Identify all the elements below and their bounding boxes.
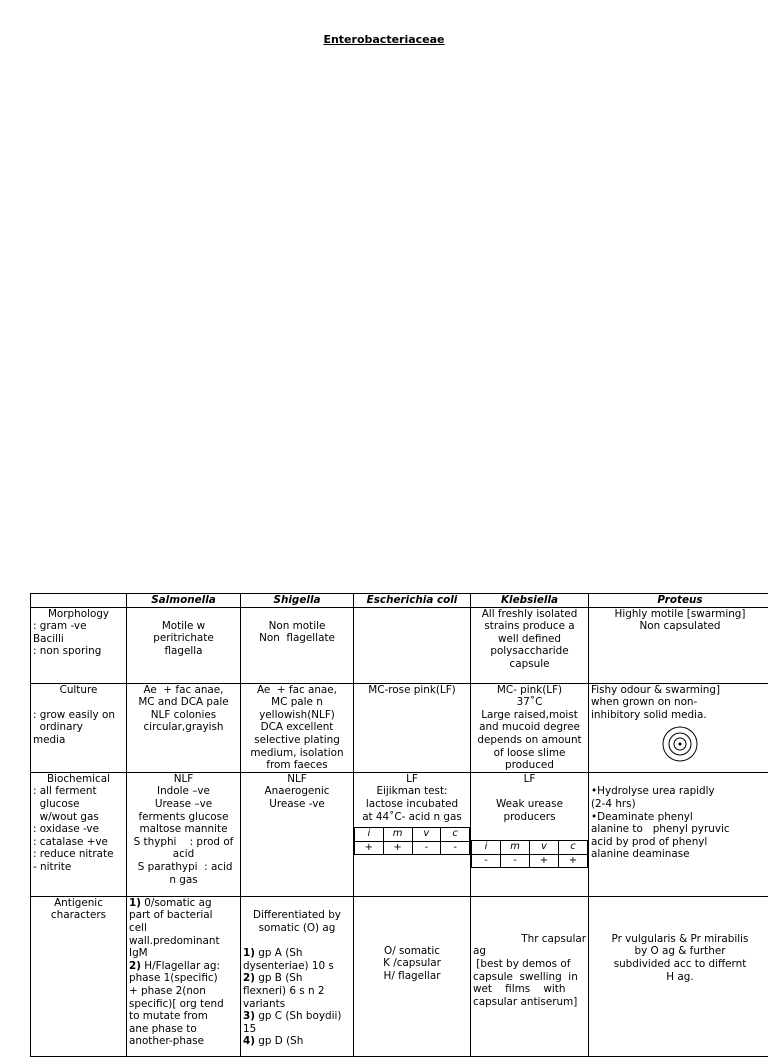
imvic-v: v <box>412 828 441 842</box>
ecoli-imvic-values <box>355 841 470 855</box>
cell-line: Urease –ve <box>129 798 238 811</box>
item-text: phase 1(specific) <box>129 972 218 984</box>
cell-line: by O ag & further <box>591 945 768 958</box>
cell-line: Eijikman test: <box>356 785 468 798</box>
imvic-value: - <box>501 854 530 868</box>
cell-line: flagella <box>129 645 238 658</box>
cell-line: Anaerogenic <box>243 785 351 798</box>
cell-line: of loose slime <box>473 747 586 760</box>
numbered-line <box>129 1023 238 1036</box>
row-biochemical <box>31 772 768 896</box>
cell-line: Pr vulgularis & Pr mirabilis <box>591 933 768 946</box>
antigenic-label <box>31 896 127 1056</box>
imvic-m: m <box>501 841 530 855</box>
header-salmonella: Salmonella <box>127 594 241 608</box>
comparison-table-wrapper <box>30 593 768 1057</box>
cell-line: Ae + fac anae, <box>243 684 351 697</box>
header-empty <box>31 594 127 608</box>
cell-line: •Deaminate phenyl <box>591 811 768 824</box>
cell-line: Thr capsular <box>473 933 586 946</box>
header-proteus: Proteus <box>589 594 768 608</box>
klebsiella-imvic-table <box>471 840 588 868</box>
cell-line: produced <box>473 759 586 772</box>
cell-line: subdivided acc to differnt <box>591 958 768 971</box>
numbered-line <box>243 1010 351 1023</box>
cell-line: alanine deaminase <box>591 848 768 861</box>
cell-line: Non flagellate <box>243 632 351 645</box>
numbered-line <box>243 1035 351 1048</box>
imvic-value: - <box>441 841 470 855</box>
numbered-line <box>129 972 238 985</box>
numbered-line <box>129 909 238 922</box>
numbered-line <box>129 922 238 935</box>
numbered-line <box>129 1010 238 1023</box>
item-text: 0/somatic ag <box>141 897 212 909</box>
item-text: H/Flagellar ag: <box>141 960 220 972</box>
cell-line: MC- pink(LF) <box>473 684 586 697</box>
cell-line: ordinary <box>33 721 124 734</box>
cell-line: Fishy odour & swarming] <box>591 684 768 697</box>
cell-line: NLF colonies <box>129 709 238 722</box>
cell-line: K /capsular <box>356 957 468 970</box>
item-number: 1) <box>129 897 141 909</box>
item-text: gp B (Sh <box>255 972 302 984</box>
cell-line: Culture <box>33 684 124 697</box>
imvic-m: m <box>383 828 412 842</box>
cell-line: H ag. <box>591 971 768 984</box>
cell-line: when grown on non- <box>591 696 768 709</box>
antigenic-klebsiella <box>471 896 589 1056</box>
ecoli-imvic-head <box>355 828 470 842</box>
cell-line: Weak urease <box>473 798 586 811</box>
cell-line: : non sporing <box>33 645 124 658</box>
cell-line: Highly motile [swarming] <box>591 608 768 621</box>
cell-line: Motile w <box>129 620 238 633</box>
numbered-line <box>243 985 351 998</box>
cell-line: LF <box>356 773 468 786</box>
cell-line: : gram -ve <box>33 620 124 633</box>
row-culture <box>31 683 768 772</box>
cell-line: glucose <box>33 798 124 811</box>
header-row <box>31 594 768 608</box>
antigenic-ecoli <box>354 896 471 1056</box>
item-text: gp D (Sh <box>255 1035 303 1047</box>
antigenic-proteus <box>589 896 768 1056</box>
antigenic-shigella <box>241 896 354 1056</box>
cell-line: : all ferment <box>33 785 124 798</box>
cell-line: media <box>33 734 124 747</box>
imvic-c: c <box>441 828 470 842</box>
cell-line: Bacilli <box>33 633 124 646</box>
cell-line <box>243 935 351 948</box>
culture-salmonella <box>127 683 241 772</box>
cell-line <box>473 785 586 798</box>
cell-line: inhibitory solid media. <box>591 709 768 722</box>
header-ecoli: Escherichia coli <box>354 594 471 608</box>
morphology-label <box>31 607 127 683</box>
imvic-value: + <box>383 841 412 855</box>
imvic-i: i <box>472 841 501 855</box>
biochemical-shigella <box>241 772 354 896</box>
item-text: gp A (Sh <box>255 947 302 959</box>
morphology-salmonella <box>127 607 241 683</box>
cell-line: MC pale n <box>243 696 351 709</box>
numbered-line <box>129 897 238 910</box>
numbered-line <box>129 985 238 998</box>
morphology-shigella <box>241 607 354 683</box>
imvic-c: c <box>559 841 588 855</box>
swarming-colony-icon <box>661 725 699 763</box>
item-text: flexneri) 6 s n 2 <box>243 985 325 997</box>
biochemical-ecoli <box>354 772 471 896</box>
cell-line: yellowish(NLF) <box>243 709 351 722</box>
item-number: 4) <box>243 1035 255 1047</box>
cell-line: NLF <box>243 773 351 786</box>
cell-line: n gas <box>129 874 238 887</box>
item-text: variants <box>243 998 285 1010</box>
imvic-value: + <box>530 854 559 868</box>
cell-line: 37˚C <box>473 696 586 709</box>
biochemical-label <box>31 772 127 896</box>
cell-line <box>33 696 124 709</box>
cell-line: well defined <box>473 633 586 646</box>
cell-line: : catalase +ve <box>33 836 124 849</box>
item-text: dysenteriae) 10 s <box>243 960 334 972</box>
numbered-line <box>129 960 238 973</box>
item-text: 15 <box>243 1023 256 1035</box>
culture-proteus <box>589 683 768 772</box>
item-number: 2) <box>129 960 141 972</box>
antigenic-salmonella <box>127 896 241 1056</box>
cell-line: capsule <box>473 658 586 671</box>
cell-line: maltose mannite <box>129 823 238 836</box>
cell-line: Ae + fac anae, <box>129 684 238 697</box>
cell-line: depends on amount <box>473 734 586 747</box>
numbered-line <box>129 947 238 960</box>
klebsiella-imvic-head <box>472 841 588 855</box>
cell-line: Non motile <box>243 620 351 633</box>
culture-klebsiella <box>471 683 589 772</box>
cell-line: Urease -ve <box>243 798 351 811</box>
biochemical-proteus <box>589 772 768 896</box>
cell-line: Biochemical <box>33 773 124 786</box>
cell-line: MC and DCA pale <box>129 696 238 709</box>
numbered-line <box>243 947 351 960</box>
header-shigella: Shigella <box>241 594 354 608</box>
cell-line: DCA excellent <box>243 721 351 734</box>
cell-line: producers <box>473 811 586 824</box>
item-text: cell <box>129 922 147 934</box>
cell-line: at 44˚C- acid n gas <box>356 811 468 824</box>
morphology-klebsiella <box>471 607 589 683</box>
cell-line: alanine to phenyl pyruvic <box>591 823 768 836</box>
cell-line: selective plating <box>243 734 351 747</box>
cell-line: wet films with <box>473 983 586 996</box>
imvic-v: v <box>530 841 559 855</box>
culture-shigella <box>241 683 354 772</box>
item-text: gp C (Sh boydii) <box>255 1010 341 1022</box>
numbered-line <box>243 998 351 1011</box>
cell-line: capsule swelling in <box>473 971 586 984</box>
cell-line: characters <box>33 909 124 922</box>
cell-line <box>243 897 351 910</box>
cell-line: LF <box>473 773 586 786</box>
biochemical-klebsiella <box>471 772 589 896</box>
cell-line: Morphology <box>33 608 124 621</box>
item-text: IgM <box>129 947 148 959</box>
numbered-line <box>129 1035 238 1048</box>
numbered-line <box>243 960 351 973</box>
imvic-value: - <box>412 841 441 855</box>
item-text: another-phase <box>129 1035 204 1047</box>
cell-line: lactose incubated <box>356 798 468 811</box>
imvic-i: i <box>355 828 384 842</box>
morphology-proteus <box>589 607 768 683</box>
imvic-value: + <box>355 841 384 855</box>
cell-line: S thyphi : prod of <box>129 836 238 849</box>
klebsiella-imvic-values <box>472 854 588 868</box>
cell-line: [best by demos of <box>473 958 586 971</box>
morphology-ecoli <box>354 607 471 683</box>
item-text: + phase 2(non <box>129 985 206 997</box>
header-klebsiella: Klebsiella <box>471 594 589 608</box>
cell-line: ferments glucose <box>129 811 238 824</box>
cell-line: ag <box>473 945 586 958</box>
cell-line: Indole –ve <box>129 785 238 798</box>
cell-line: medium, isolation <box>243 747 351 760</box>
cell-line: NLF <box>129 773 238 786</box>
cell-line: - nitrite <box>33 861 124 874</box>
cell-line: polysaccharide <box>473 645 586 658</box>
culture-ecoli <box>354 683 471 772</box>
cell-line: Differentiated by <box>243 909 351 922</box>
cell-line: All freshly isolated <box>473 608 586 621</box>
imvic-value: - <box>472 854 501 868</box>
item-text: specific)[ org tend <box>129 998 224 1010</box>
cell-line: Large raised,moist <box>473 709 586 722</box>
numbered-line <box>243 1023 351 1036</box>
cell-line: and mucoid degree <box>473 721 586 734</box>
cell-line: Antigenic <box>33 897 124 910</box>
culture-label <box>31 683 127 772</box>
cell-line: •Hydrolyse urea rapidly <box>591 785 768 798</box>
item-number: 1) <box>243 947 255 959</box>
cell-line: (2-4 hrs) <box>591 798 768 811</box>
document-title: Enterobacteriaceae <box>0 34 768 47</box>
cell-line: : oxidase -ve <box>33 823 124 836</box>
cell-line: acid by prod of phenyl <box>591 836 768 849</box>
numbered-line <box>129 935 238 948</box>
cell-line: capsular antiserum] <box>473 996 586 1009</box>
cell-line: S parathypi : acid <box>129 861 238 874</box>
cell-line: peritrichate <box>129 632 238 645</box>
cell-line: somatic (O) ag <box>243 922 351 935</box>
item-number: 3) <box>243 1010 255 1022</box>
cell-line: from faeces <box>243 759 351 772</box>
biochemical-salmonella <box>127 772 241 896</box>
ecoli-imvic-table <box>354 827 470 855</box>
comparison-table <box>30 593 768 1057</box>
cell-line: Non capsulated <box>591 620 768 633</box>
cell-line: H/ flagellar <box>356 970 468 983</box>
cell-line: MC-rose pink(LF) <box>356 684 468 697</box>
cell-line: strains produce a <box>473 620 586 633</box>
cell-line <box>591 773 768 786</box>
item-text: wall.predominant <box>129 935 220 947</box>
cell-line: circular,grayish <box>129 721 238 734</box>
cell-line: O/ somatic <box>356 945 468 958</box>
cell-line: acid <box>129 848 238 861</box>
cell-line: w/wout gas <box>33 811 124 824</box>
numbered-line <box>129 998 238 1011</box>
item-text: ane phase to <box>129 1023 197 1035</box>
item-text: part of bacterial <box>129 909 213 921</box>
imvic-value: + <box>559 854 588 868</box>
row-antigenic <box>31 896 768 1056</box>
cell-line: : reduce nitrate <box>33 848 124 861</box>
cell-line: : grow easily on <box>33 709 124 722</box>
item-number: 2) <box>243 972 255 984</box>
item-text: to mutate from <box>129 1010 208 1022</box>
row-morphology <box>31 607 768 683</box>
numbered-line <box>243 972 351 985</box>
